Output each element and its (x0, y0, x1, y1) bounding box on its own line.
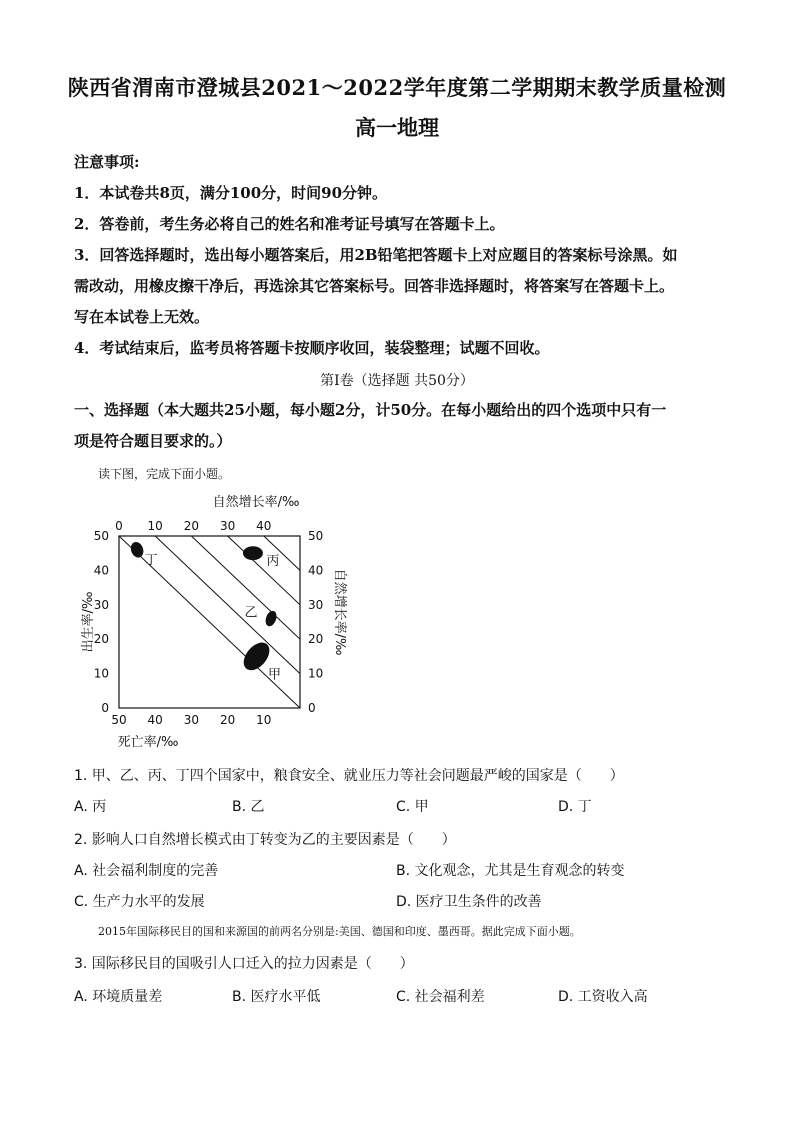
data-point-乙 (264, 609, 279, 627)
x-tick-label: 30 (183, 713, 200, 727)
question-2-option-c[interactable]: C. 生产力水平的发展 (74, 894, 205, 910)
top-tick-label: 0 (115, 519, 123, 533)
question-3-stem: 3. 国际移民目的国吸引人口迁入的拉力因素是（ ） (74, 956, 414, 972)
top-tick-label: 30 (219, 519, 236, 533)
top-tick-label: 40 (256, 519, 272, 533)
note-item: 1．本试卷共8页，满分100分，时间90分钟。 (74, 184, 388, 202)
question-3-option-b[interactable]: B. 医疗水平低 (232, 989, 321, 1005)
x-tick-label: 50 (111, 713, 127, 727)
growth-isoline (228, 536, 300, 605)
right-axis-title: 自然增长率/‰ (332, 568, 347, 656)
question-1-option-a[interactable]: A. 丙 (74, 799, 107, 815)
question-2-option-d[interactable]: D. 医疗卫生条件的改善 (396, 894, 542, 910)
read-prompt: 读下图，完成下面小题。 (98, 467, 231, 481)
y-tick-label: 20 (93, 632, 109, 647)
migration-prompt: 2015年国际移民目的国和来源国的前两名分别是:美国、德国和印度、墨西哥。据此完成下面小题。 (98, 925, 581, 938)
note-item: 4．考试结束后，监考员将答题卡按顺序收回，装袋整理；试题不回收。 (74, 339, 550, 357)
exam-subtitle: 高一地理 (355, 115, 439, 140)
y-tick-label: 0 (101, 701, 109, 715)
y-tick-label: 10 (93, 666, 109, 681)
y-tick-label: 50 (93, 529, 109, 543)
x-tick-label: 40 (147, 713, 163, 727)
question-1-option-b[interactable]: B. 乙 (232, 799, 265, 815)
x-tick-label: 10 (256, 713, 272, 727)
question-3-option-d[interactable]: D. 工资收入高 (558, 989, 648, 1005)
right-tick-label: 0 (308, 701, 316, 715)
question-1-option-d[interactable]: D. 丁 (558, 799, 592, 815)
notes-heading: 注意事项: (74, 153, 140, 171)
top-tick-label: 20 (183, 519, 200, 533)
note-item: 需改动，用橡皮擦干净后，再选涂其它答案标号。回答非选择题时，将答案写在答题卡上。 (74, 277, 675, 295)
top-axis-title: 自然增长率/‰ (212, 495, 300, 510)
question-1-option-c[interactable]: C. 甲 (396, 799, 429, 815)
population-chart (0, 488, 794, 788)
question-3-option-a[interactable]: A. 环境质量差 (74, 989, 163, 1005)
note-item: 3．回答选择题时，选出每小题答案后，用2B铅笔把答题卡上对应题目的答案标号涂黑。如 (74, 246, 678, 264)
right-tick-label: 40 (308, 563, 324, 578)
note-item: 写在本试卷上无效。 (74, 308, 210, 326)
question-2-stem: 2. 影响人口自然增长模式由丁转变为乙的主要因素是（ ） (74, 832, 456, 848)
data-point-丁 (129, 540, 146, 559)
data-point-label: 丁 (144, 552, 158, 568)
question-1-stem: 1. 甲、乙、丙、丁四个国家中，粮食安全、就业压力等社会问题最严峻的国家是（ ） (74, 768, 624, 784)
y-tick-label: 30 (93, 597, 109, 612)
right-tick-label: 50 (308, 529, 324, 543)
x-axis-title: 死亡率/‰ (117, 735, 179, 750)
data-point-label: 乙 (244, 605, 258, 621)
exam-title: 陕西省渭南市澄城县2021～2022学年度第二学期期末教学质量检测 (67, 75, 727, 100)
top-tick-label: 10 (147, 519, 163, 533)
y-axis-title: 出生率/‰ (81, 591, 96, 653)
part-instructions-line2: 项是符合题目要求的。） (74, 432, 232, 450)
right-tick-label: 10 (308, 666, 324, 681)
question-3-option-c[interactable]: C. 社会福利差 (396, 989, 485, 1005)
part-instructions-line1: 一、选择题（本大题共25小题，每小题2分，计50分。在每小题给出的四个选项中只有一 (74, 401, 667, 419)
y-tick-label: 40 (93, 563, 109, 578)
right-tick-label: 20 (308, 632, 324, 647)
data-point-丙 (243, 546, 263, 560)
volume-heading: 第Ⅰ卷（选择题 共50分） (320, 373, 474, 389)
question-2-option-a[interactable]: A. 社会福利制度的完善 (74, 863, 219, 879)
question-2-option-b[interactable]: B. 文化观念，尤其是生育观念的转变 (396, 863, 625, 879)
data-point-label: 甲 (268, 667, 282, 683)
right-tick-label: 30 (308, 597, 324, 612)
note-item: 2．答卷前，考生务必将自己的姓名和准考证号填写在答题卡上。 (74, 215, 505, 233)
data-point-label: 丙 (266, 554, 280, 570)
x-tick-label: 20 (219, 713, 236, 727)
